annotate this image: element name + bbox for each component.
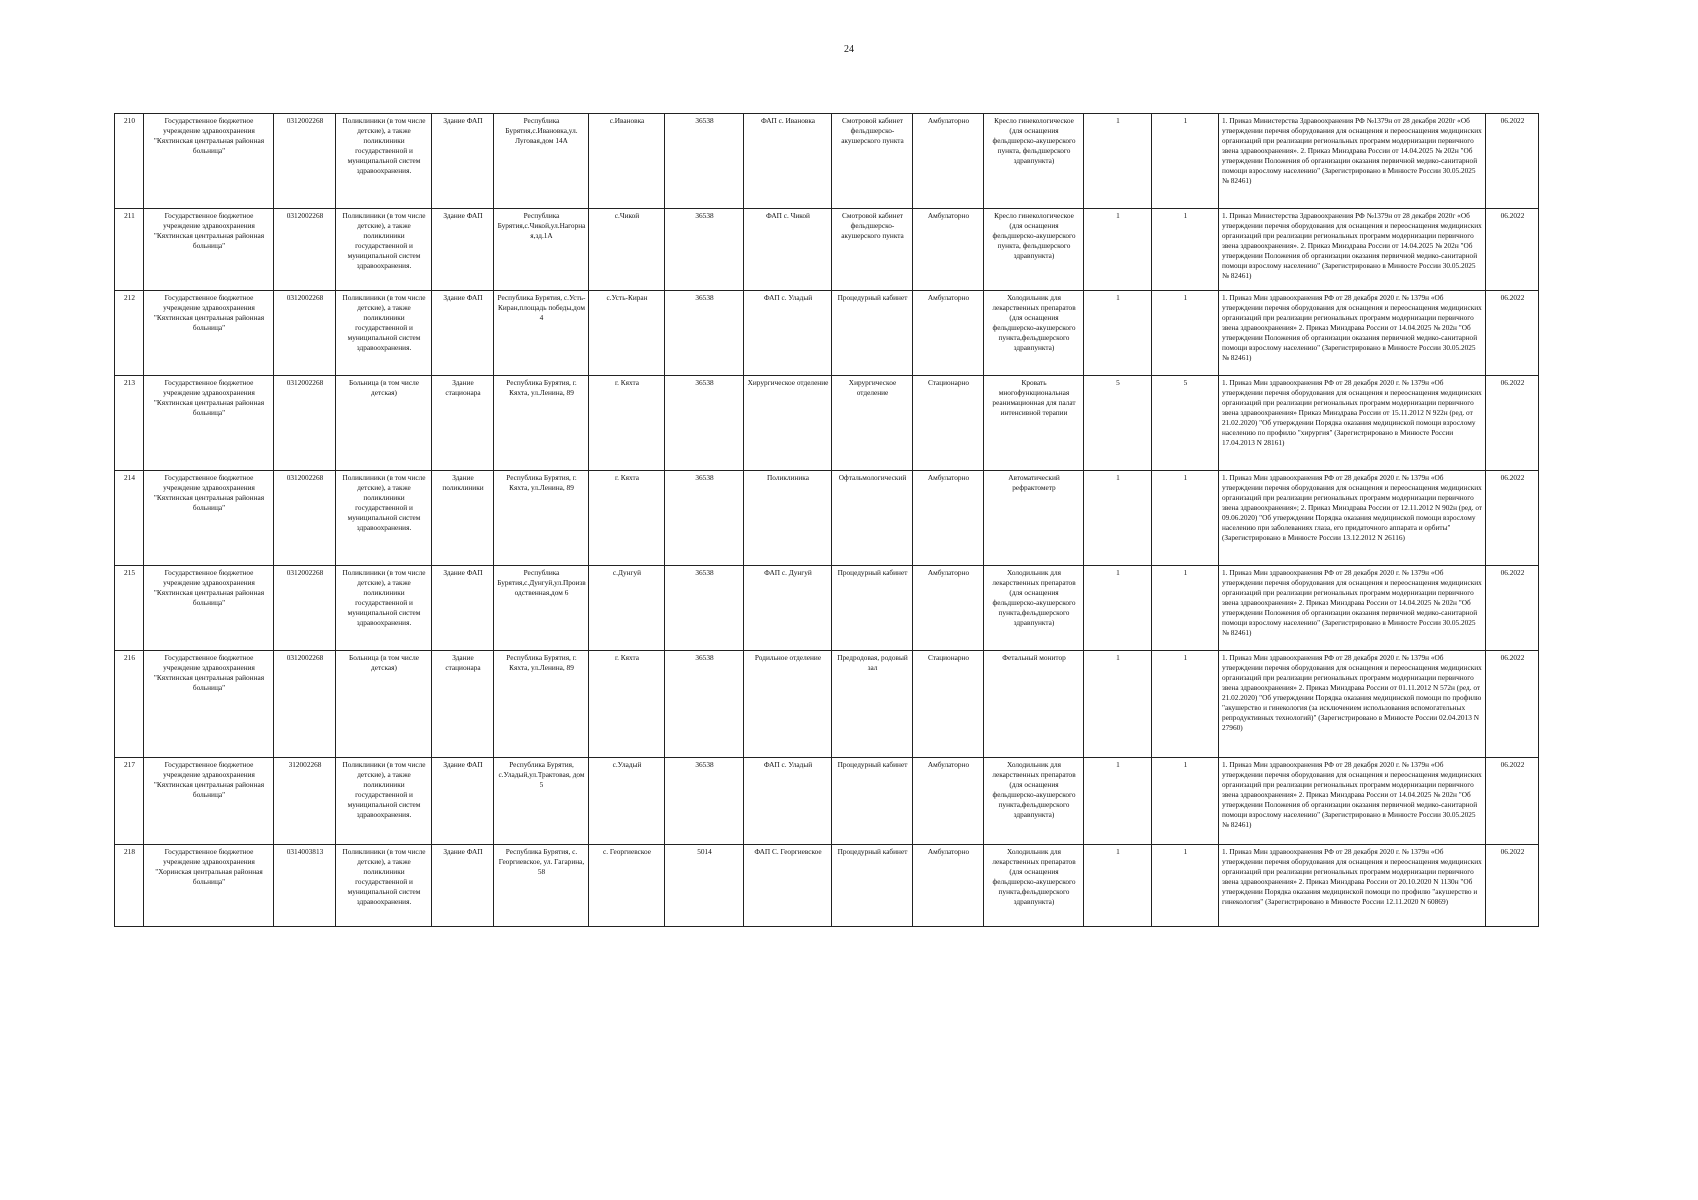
cell-department: ФАП с. Уладый <box>744 291 832 376</box>
cell-equipment-name: Автоматический рефрактометр <box>984 471 1084 566</box>
cell-facility-type: Больница (в том числе детская) <box>336 376 432 471</box>
cell-date: 06.2022 <box>1486 114 1539 209</box>
cell-inn-code: 312002268 <box>274 758 336 845</box>
cell-quantity-planned: 1 <box>1152 566 1219 651</box>
table-row <box>115 376 1539 471</box>
cell-date: 06.2022 <box>1486 566 1539 651</box>
cell-building: Здание ФАП <box>432 114 494 209</box>
cell-care-type: Амбулаторно <box>913 114 984 209</box>
cell-department: ФАП С. Георгиевское <box>744 845 832 927</box>
cell-date: 06.2022 <box>1486 471 1539 566</box>
cell-room: Процедурный кабинет <box>832 291 913 376</box>
cell-quantity-required: 1 <box>1084 845 1152 927</box>
cell-room: Офтальмологический <box>832 471 913 566</box>
cell-building: Здание ФАП <box>432 566 494 651</box>
cell-equipment-name: Холодильник для лекарственных препаратов (для оснащения фельдшерско-акушерского пункта,фельдшерского здравпункта) <box>984 758 1084 845</box>
cell-care-type: Амбулаторно <box>913 845 984 927</box>
cell-locality: с.Дунгуй <box>589 566 665 651</box>
cell-date: 06.2022 <box>1486 758 1539 845</box>
cell-legal-basis: 1. Приказ Министерства Здравоохранения РФ №1379н от 28 декабря 2020г «Об утверждении перечня оборудования для оснащения и переоснащения медицинских организаций при реализации региональных программ модернизации первичного звена здравоохранения». 2. Приказ Минздрава России от 14.04.2025 № 202н "Об утверждении Положения об организации оказания первичной медико-санитарной помощи взрослому населению" (Зарегистрировано в Минюсте России 30.05.2025 № 82461) <box>1219 114 1486 209</box>
cell-inn-code: 0312002268 <box>274 114 336 209</box>
cell-organization-name: Государственное бюджетное учреждение здравоохранения "Кяхтинская центральная районная больница" <box>144 566 274 651</box>
cell-department: Хирургическое отделение <box>744 376 832 471</box>
table-row <box>115 845 1539 927</box>
cell-date: 06.2022 <box>1486 209 1539 291</box>
cell-quantity-required: 1 <box>1084 566 1152 651</box>
cell-department: ФАП с. Ивановка <box>744 114 832 209</box>
cell-facility-type: Поликлиники (в том числе детские), а также поликлиники государственной и муниципальной систем здравоохранения. <box>336 291 432 376</box>
cell-inn-code: 0312002268 <box>274 651 336 758</box>
table-row <box>115 651 1539 758</box>
cell-organization-name: Государственное бюджетное учреждение здравоохранения "Кяхтинская центральная районная больница" <box>144 758 274 845</box>
cell-equipment-name: Фетальный монитор <box>984 651 1084 758</box>
cell-oktmo-code: 36538 <box>665 651 744 758</box>
cell-organization-name: Государственное бюджетное учреждение здравоохранения "Кяхтинская центральная районная больница" <box>144 209 274 291</box>
cell-quantity-required: 1 <box>1084 758 1152 845</box>
cell-quantity-planned: 5 <box>1152 376 1219 471</box>
cell-quantity-required: 1 <box>1084 291 1152 376</box>
cell-facility-type: Поликлиники (в том числе детские), а также поликлиники государственной и муниципальной систем здравоохранения. <box>336 566 432 651</box>
cell-legal-basis: 1. Приказ Мин здравоохранения РФ от 28 декабря 2020 г. № 1379н «Об утверждении перечня оборудования для оснащения и переоснащения медицинских организаций при реализации региональных программ модернизации первичного звена здравоохранения» Приказ Минздрава России от 15.11.2012 N 922н (ред. от 21.02.2020) "Об утверждении Порядка оказания медицинской помощи взрослому населению по профилю "хирургия" (Зарегистрировано в Минюсте России 17.04.2013 N 28161) <box>1219 376 1486 471</box>
cell-quantity-required: 1 <box>1084 209 1152 291</box>
cell-oktmo-code: 36538 <box>665 291 744 376</box>
table-row <box>115 471 1539 566</box>
cell-oktmo-code: 36538 <box>665 114 744 209</box>
cell-organization-name: Государственное бюджетное учреждение здравоохранения "Кяхтинская центральная районная больница" <box>144 291 274 376</box>
cell-organization-name: Государственное бюджетное учреждение здравоохранения "Кяхтинская центральная районная больница" <box>144 376 274 471</box>
cell-care-type: Амбулаторно <box>913 758 984 845</box>
cell-inn-code: 0312002268 <box>274 209 336 291</box>
cell-room: Предродовая, родовый зал <box>832 651 913 758</box>
cell-department: Поликлиника <box>744 471 832 566</box>
cell-oktmo-code: 36538 <box>665 471 744 566</box>
cell-row-number: 210 <box>115 114 144 209</box>
cell-room: Процедурный кабинет <box>832 758 913 845</box>
cell-oktmo-code: 36538 <box>665 376 744 471</box>
cell-address: Республика Бурятия, г. Кяхта, ул.Ленина, 89 <box>494 471 589 566</box>
cell-row-number: 217 <box>115 758 144 845</box>
cell-room: Смотровой кабинет фельдшерско-акушерского пункта <box>832 114 913 209</box>
table-row <box>115 114 1539 209</box>
cell-address: Республика Бурятия, с.Усть-Киран,площадь победы,дом 4 <box>494 291 589 376</box>
cell-quantity-planned: 1 <box>1152 209 1219 291</box>
cell-quantity-planned: 1 <box>1152 291 1219 376</box>
table-row <box>115 291 1539 376</box>
cell-building: Здание ФАП <box>432 758 494 845</box>
cell-quantity-planned: 1 <box>1152 471 1219 566</box>
cell-care-type: Стационарно <box>913 376 984 471</box>
cell-locality: г. Кяхта <box>589 651 665 758</box>
cell-quantity-planned: 1 <box>1152 758 1219 845</box>
cell-quantity-planned: 1 <box>1152 114 1219 209</box>
table-row <box>115 209 1539 291</box>
cell-facility-type: Поликлиники (в том числе детские), а также поликлиники государственной и муниципальной систем здравоохранения. <box>336 758 432 845</box>
cell-building: Здание ФАП <box>432 291 494 376</box>
cell-address: Республика Бурятия,с.Дунгуй,ул.Производственная,дом 6 <box>494 566 589 651</box>
cell-legal-basis: 1. Приказ Мин здравоохранения РФ от 28 декабря 2020 г. № 1379н «Об утверждении перечня оборудования для оснащения и переоснащения медицинских организаций при реализации региональных программ модернизации первичного звена здравоохранения» 2. Приказ Минздрава России от 01.11.2012 N 572н (ред. от 21.02.2020) "Об утверждении Порядка оказания медицинской помощи по профилю "акушерство и гинекология (за исключением использования вспомогательных репродуктивных технологий)" (Зарегистрировано в Минюсте России 02.04.2013 N 27960) <box>1219 651 1486 758</box>
cell-organization-name: Государственное бюджетное учреждение здравоохранения "Кяхтинская центральная районная больница" <box>144 114 274 209</box>
cell-organization-name: Государственное бюджетное учреждение здравоохранения "Кяхтинская центральная районная больница" <box>144 471 274 566</box>
cell-row-number: 212 <box>115 291 144 376</box>
cell-quantity-required: 1 <box>1084 651 1152 758</box>
cell-facility-type: Поликлиники (в том числе детские), а также поликлиники государственной и муниципальной систем здравоохранения. <box>336 471 432 566</box>
cell-legal-basis: 1. Приказ Мин здравоохранения РФ от 28 декабря 2020 г. № 1379н «Об утверждении перечня оборудования для оснащения и переоснащения медицинских организаций при реализации региональных программ модернизации первичного звена здравоохранения»; 2. Приказ Минздрава России от 12.11.2012 N 902н (ред. от 09.06.2020) "Об утверждении Порядка оказания медицинской помощи взрослому населению при заболеваниях глаза, его придаточного аппарата и орбиты" (Зарегистрировано в Минюсте России 13.12.2012 N 26116) <box>1219 471 1486 566</box>
cell-inn-code: 0314003813 <box>274 845 336 927</box>
cell-organization-name: Государственное бюджетное учреждение здравоохранения "Хоринская центральная районная больница" <box>144 845 274 927</box>
cell-care-type: Амбулаторно <box>913 209 984 291</box>
page-number: 24 <box>844 44 854 55</box>
cell-legal-basis: 1. Приказ Мин здравоохранения РФ от 28 декабря 2020 г. № 1379н «Об утверждении перечня оборудования для оснащения и переоснащения медицинских организаций при реализации региональных программ модернизации первичного звена здравоохранения» 2. Приказ Минздрава России от 20.10.2020 N 1130н "Об утверждении Порядка оказания медицинской помощи по профилю "акушерство и гинекология" (Зарегистрировано в Минюсте России 12.11.2020 N 60869) <box>1219 845 1486 927</box>
cell-equipment-name: Холодильник для лекарственных препаратов (для оснащения фельдшерско-акушерского пункта,фельдшерского здравпункта) <box>984 845 1084 927</box>
cell-legal-basis: 1. Приказ Мин здравоохранения РФ от 28 декабря 2020 г. № 1379н «Об утверждении перечня оборудования для оснащения и переоснащения медицинских организаций при реализации региональных программ модернизации первичного звена здравоохранения» 2. Приказ Минздрава России от 14.04.2025 № 202н "Об утверждении Положения об организации оказания первичной медико-санитарной помощи взрослому населению" (Зарегистрировано в Минюсте России 30.05.2025 № 82461) <box>1219 291 1486 376</box>
cell-quantity-required: 5 <box>1084 376 1152 471</box>
cell-care-type: Амбулаторно <box>913 566 984 651</box>
cell-date: 06.2022 <box>1486 376 1539 471</box>
cell-legal-basis: 1. Приказ Мин здравоохранения РФ от 28 декабря 2020 г. № 1379н «Об утверждении перечня оборудования для оснащения и переоснащения медицинских организаций при реализации региональных программ модернизации первичного звена здравоохранения» 2. Приказ Минздрава России от 14.04.2025 № 202н "Об утверждении Положения об организации оказания первичной медико-санитарной помощи взрослому населению" (Зарегистрировано в Минюсте России 30.05.2025 № 82461) <box>1219 758 1486 845</box>
cell-row-number: 213 <box>115 376 144 471</box>
cell-inn-code: 0312002268 <box>274 291 336 376</box>
table-row <box>115 758 1539 845</box>
cell-department: ФАП с. Дунгуй <box>744 566 832 651</box>
cell-row-number: 215 <box>115 566 144 651</box>
cell-room: Хирургическое отделение <box>832 376 913 471</box>
cell-room: Процедурный кабинет <box>832 845 913 927</box>
cell-room: Процедурный кабинет <box>832 566 913 651</box>
cell-date: 06.2022 <box>1486 291 1539 376</box>
cell-equipment-name: Холодильник для лекарственных препаратов (для оснащения фельдшерско-акушерского пункта,фельдшерского здравпункта) <box>984 291 1084 376</box>
cell-equipment-name: Холодильник для лекарственных препаратов (для оснащения фельдшерско-акушерского пункта,фельдшерского здравпункта) <box>984 566 1084 651</box>
cell-row-number: 216 <box>115 651 144 758</box>
cell-address: Республика Бурятия,с.Ивановка,ул. Луговая,дом 14А <box>494 114 589 209</box>
table-body <box>115 114 1539 927</box>
cell-inn-code: 0312002268 <box>274 471 336 566</box>
cell-row-number: 218 <box>115 845 144 927</box>
cell-locality: с.Ивановка <box>589 114 665 209</box>
cell-care-type: Амбулаторно <box>913 291 984 376</box>
cell-address: Республика Бурятия, г. Кяхта, ул.Ленина, 89 <box>494 651 589 758</box>
cell-oktmo-code: 36538 <box>665 566 744 651</box>
cell-inn-code: 0312002268 <box>274 376 336 471</box>
cell-building: Здание ФАП <box>432 845 494 927</box>
cell-legal-basis: 1. Приказ Министерства Здравоохранения РФ №1379н от 28 декабря 2020г «Об утверждении перечня оборудования для оснащения и переоснащения медицинских организаций при реализации региональных программ модернизации первичного звена здравоохранения». 2. Приказ Минздрава России от 14.04.2025 № 202н "Об утверждении Положения об организации оказания первичной медико-санитарной помощи взрослому населению" (Зарегистрировано в Минюсте России 30.05.2025 № 82461) <box>1219 209 1486 291</box>
cell-oktmo-code: 36538 <box>665 758 744 845</box>
cell-building: Здание поликлиники <box>432 471 494 566</box>
cell-inn-code: 0312002268 <box>274 566 336 651</box>
cell-address: Республика Бурятия,с.Чикой,ул.Нагорная,зд.1А <box>494 209 589 291</box>
cell-locality: с. Георгиевское <box>589 845 665 927</box>
cell-building: Здание стационара <box>432 376 494 471</box>
cell-department: Родильное отделение <box>744 651 832 758</box>
cell-address: Республика Бурятия, с. Георгиевское, ул. Гагарина, 58 <box>494 845 589 927</box>
cell-legal-basis: 1. Приказ Мин здравоохранения РФ от 28 декабря 2020 г. № 1379н «Об утверждении перечня оборудования для оснащения и переоснащения медицинских организаций при реализации региональных программ модернизации первичного звена здравоохранения» 2. Приказ Минздрава России от 14.04.2025 № 202н "Об утверждении Положения об организации оказания первичной медико-санитарной помощи взрослому населению" (Зарегистрировано в Минюсте России 30.05.2025 № 82461) <box>1219 566 1486 651</box>
cell-locality: с.Усть-Киран <box>589 291 665 376</box>
equipment-register-table <box>114 113 1539 927</box>
cell-organization-name: Государственное бюджетное учреждение здравоохранения "Кяхтинская центральная районная больница" <box>144 651 274 758</box>
cell-building: Здание стационара <box>432 651 494 758</box>
cell-building: Здание ФАП <box>432 209 494 291</box>
cell-quantity-required: 1 <box>1084 471 1152 566</box>
cell-address: Республика Бурятия, г. Кяхта, ул.Ленина, 89 <box>494 376 589 471</box>
cell-care-type: Стационарно <box>913 651 984 758</box>
cell-row-number: 214 <box>115 471 144 566</box>
cell-facility-type: Поликлиники (в том числе детские), а также поликлиники государственной и муниципальной систем здравоохранения. <box>336 209 432 291</box>
cell-equipment-name: Кресло гинекологическое (для оснащения фельдшерско-акушерского пункта, фельдшерского здравпункта) <box>984 114 1084 209</box>
cell-locality: г. Кяхта <box>589 471 665 566</box>
cell-quantity-required: 1 <box>1084 114 1152 209</box>
cell-oktmo-code: 5014 <box>665 845 744 927</box>
cell-facility-type: Поликлиники (в том числе детские), а также поликлиники государственной и муниципальной систем здравоохранения. <box>336 845 432 927</box>
cell-care-type: Амбулаторно <box>913 471 984 566</box>
cell-department: ФАП с. Чикой <box>744 209 832 291</box>
cell-oktmo-code: 36538 <box>665 209 744 291</box>
cell-department: ФАП с. Уладый <box>744 758 832 845</box>
cell-locality: с.Уладый <box>589 758 665 845</box>
cell-equipment-name: Кровать многофункциональная реанимационная для палат интенсивной терапии <box>984 376 1084 471</box>
cell-quantity-planned: 1 <box>1152 651 1219 758</box>
cell-locality: с.Чикой <box>589 209 665 291</box>
cell-room: Смотровой кабинет фельдшерско-акушерского пункта <box>832 209 913 291</box>
cell-quantity-planned: 1 <box>1152 845 1219 927</box>
cell-date: 06.2022 <box>1486 845 1539 927</box>
cell-address: Республика Бурятия, с.Уладый,ул.Трактовая, дом 5 <box>494 758 589 845</box>
cell-equipment-name: Кресло гинекологическое (для оснащения фельдшерско-акушерского пункта, фельдшерского здравпункта) <box>984 209 1084 291</box>
cell-row-number: 211 <box>115 209 144 291</box>
cell-facility-type: Поликлиники (в том числе детские), а также поликлиники государственной и муниципальной систем здравоохранения. <box>336 114 432 209</box>
cell-locality: г. Кяхта <box>589 376 665 471</box>
cell-date: 06.2022 <box>1486 651 1539 758</box>
cell-facility-type: Больница (в том числе детская) <box>336 651 432 758</box>
table-row <box>115 566 1539 651</box>
